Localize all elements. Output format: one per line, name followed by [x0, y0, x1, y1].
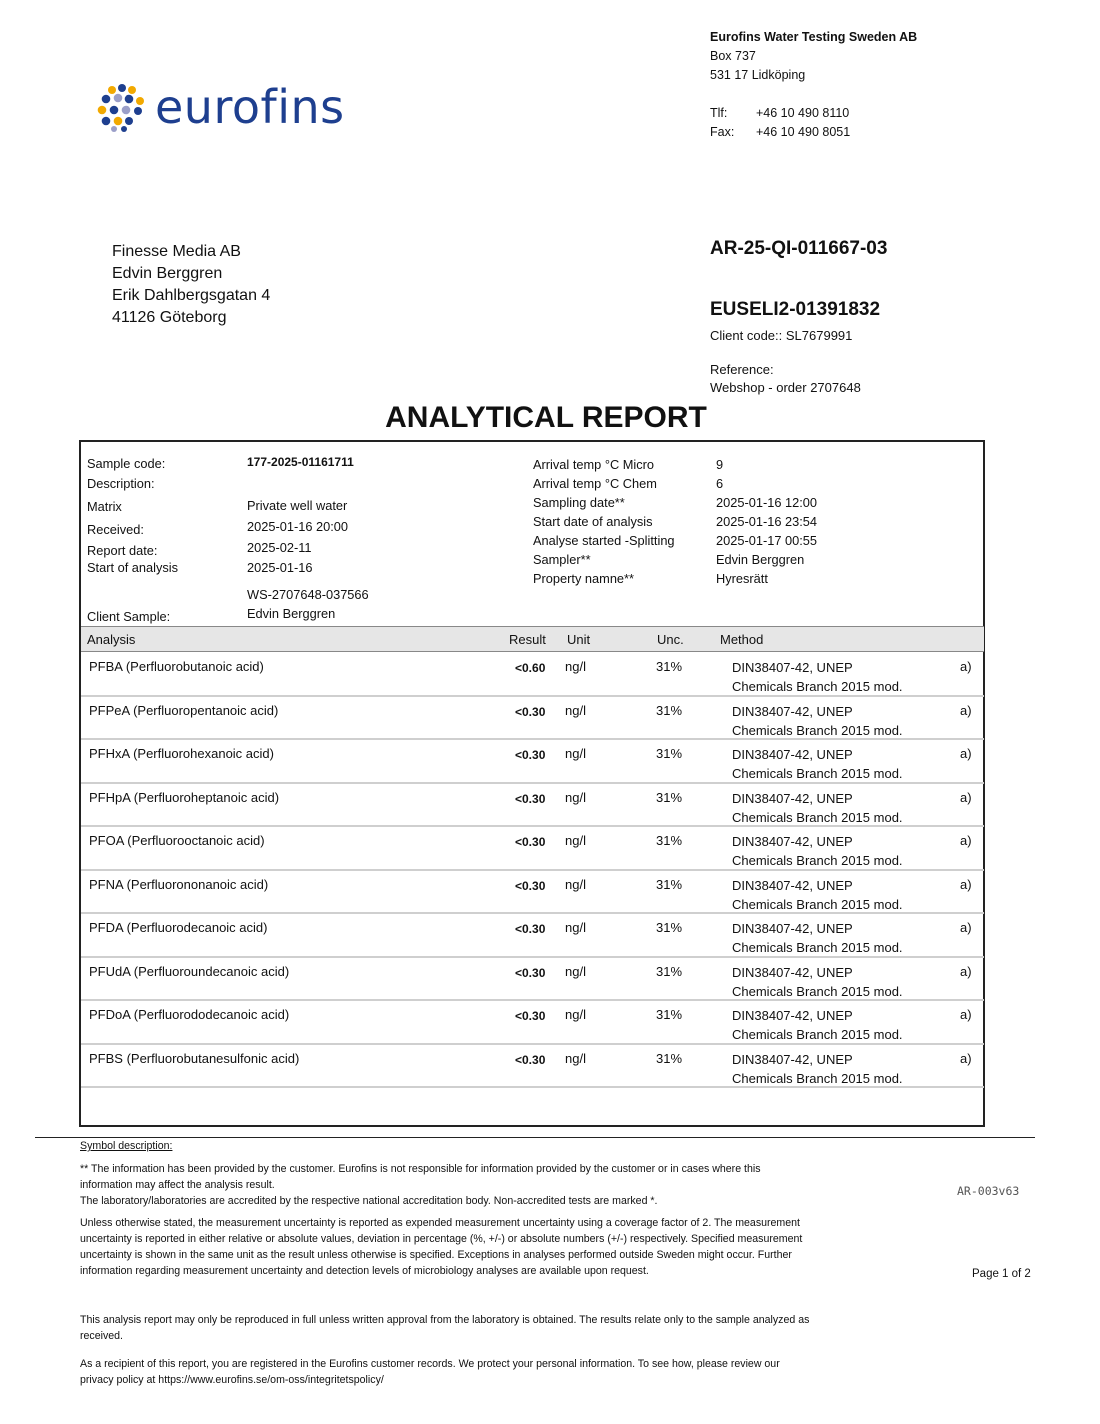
method-line2: Chemicals Branch 2015 mod. [732, 679, 903, 694]
result-value: <0.30 [515, 965, 546, 980]
start-date-value: 2025-01-16 23:54 [716, 514, 818, 529]
ws-number: WS-2707648-037566 [247, 587, 369, 602]
matrix-value: Private well water [247, 498, 348, 513]
uncertainty-value: 31% [656, 702, 683, 718]
sample-code-value: 177-2025-01161711 [247, 455, 354, 469]
client-sample-value: Edvin Berggren [247, 606, 336, 621]
uncertainty-value: 31% [656, 1007, 683, 1022]
footnote-marker: a) [960, 789, 972, 805]
method-line2: Chemicals Branch 2015 mod. [732, 1027, 903, 1042]
analysis-name: PFUdA (Perfluoroundecanoic acid) [89, 963, 290, 979]
start-value: 2025-01-16 [247, 560, 313, 575]
client-code: Client code:: SL7679991 [710, 328, 853, 343]
unit-value: ng/l [565, 789, 586, 805]
description-label: Description: [87, 476, 155, 491]
fax-number: +46 10 490 8051 [756, 125, 851, 139]
phone-label: Tlf: [710, 106, 728, 120]
method-line1: DIN38407-42, UNEP [732, 877, 853, 893]
method-line1: DIN38407-42, UNEP [732, 1008, 853, 1023]
property-value: Hyresrätt [716, 571, 768, 586]
report-date-label: Report date: [87, 543, 158, 558]
analysis-name: PFBS (Perfluorobutanesulfonic acid) [89, 1050, 300, 1066]
result-value: <0.30 [515, 1052, 546, 1067]
unit-value: ng/l [565, 833, 586, 848]
received-label: Received: [87, 522, 144, 537]
method-line2: Chemicals Branch 2015 mod. [732, 1070, 903, 1086]
results-table [81, 653, 984, 1088]
report-date-value: 2025-02-11 [247, 540, 312, 555]
footer-divider [35, 1137, 1035, 1138]
method-line1: DIN38407-42, UNEP [732, 660, 853, 675]
arrival-chem-label: Arrival temp °C Chem [533, 476, 657, 491]
analysis-name: PFHxA (Perfluorohexanoic acid) [89, 746, 274, 761]
analysis-name: PFHpA (Perfluoroheptanoic acid) [89, 789, 280, 805]
lab-address [710, 28, 917, 142]
sampling-date-label: Sampling date** [533, 495, 625, 510]
method-line1: DIN38407-42, UNEP [732, 1051, 853, 1067]
reference-value: Webshop - order 2707648 [710, 380, 861, 395]
footnote-marker: a) [960, 1050, 972, 1066]
uncertainty-value: 31% [656, 876, 683, 892]
sampler-label: Sampler** [533, 552, 591, 567]
result-value: <0.30 [515, 835, 546, 849]
table-header [81, 626, 984, 652]
reference-label: Reference: [710, 362, 774, 377]
analysis-name: PFNA (Perfluorononanoic acid) [89, 876, 269, 892]
table-row [81, 1045, 984, 1089]
unit-value: ng/l [565, 1050, 586, 1066]
table-row [81, 697, 984, 741]
footnote-marker: a) [960, 1007, 972, 1022]
splitting-value: 2025-01-17 00:55 [716, 533, 818, 548]
header-unc: Unc. [657, 632, 684, 647]
result-value: <0.30 [515, 791, 546, 806]
privacy-note: As a recipient of this report, you are registered in the Eurofins customer records. We protect your personal information. To see how, please review our privacy policy at https://www.eurofins.se/om-oss/integritetspolicy/ [80, 1358, 780, 1386]
result-value: <0.30 [515, 704, 546, 719]
table-row [81, 914, 984, 958]
unit-value: ng/l [565, 1007, 586, 1022]
sample-id: EUSELI2-01391832 [710, 299, 881, 320]
sampler-value: Edvin Berggren [716, 552, 805, 567]
header-analysis: Analysis [87, 632, 136, 647]
logo-dots-icon [98, 84, 144, 132]
analysis-name: PFPeA (Perfluoropentanoic acid) [89, 702, 279, 718]
table-row [81, 740, 984, 784]
footnote-marker: a) [960, 833, 972, 848]
uncertainty-value: 31% [656, 1050, 683, 1066]
footnote-marker: a) [960, 702, 972, 718]
analysis-name: PFOA (Perfluorooctanoic acid) [89, 833, 265, 848]
sampling-date-value: 2025-01-16 12:00 [716, 495, 818, 510]
result-value: <0.30 [515, 878, 546, 893]
header-method: Method [720, 632, 764, 647]
client-company: Finesse Media AB [112, 243, 241, 260]
splitting-label: Analyse started -Splitting [533, 533, 675, 548]
method-line2: Chemicals Branch 2015 mod. [732, 766, 903, 781]
symbol-heading: Symbol description: [80, 1140, 173, 1152]
uncertainty-value: 31% [656, 963, 683, 979]
analysis-name: PFBA (Perfluorobutanoic acid) [89, 659, 264, 674]
version-code: AR-003v63 [957, 1184, 1020, 1198]
lab-box: Box 737 [710, 49, 756, 63]
footnote-marker: a) [960, 876, 972, 892]
lab-name: Eurofins Water Testing Sweden AB [710, 30, 918, 44]
footnote-marker: a) [960, 659, 972, 674]
analysis-name: PFDA (Perfluorodecanoic acid) [89, 920, 268, 935]
table-row [81, 653, 984, 697]
sample-code-label: Sample code: [87, 456, 166, 471]
arrival-chem-value: 6 [716, 476, 724, 491]
unit-value: ng/l [565, 746, 586, 761]
result-value: <0.30 [515, 1009, 546, 1023]
phone-number: +46 10 490 8110 [756, 106, 850, 120]
method-line1: DIN38407-42, UNEP [732, 964, 853, 980]
lab-city: 531 17 Lidköping [710, 68, 806, 82]
header-result: Result [509, 632, 546, 647]
unit-value: ng/l [565, 659, 586, 674]
method-line1: DIN38407-42, UNEP [732, 834, 853, 849]
uncertainty-value: 31% [656, 789, 683, 805]
table-row [81, 958, 984, 1002]
client-address [112, 241, 270, 329]
header-unit: Unit [567, 632, 591, 647]
uncertainty-value: 31% [656, 746, 683, 761]
reproduction-note: This analysis report may only be reproduced in full unless written approval from the laboratory is obtained. The results relate only to the sample analyzed as received. [80, 1314, 810, 1342]
uncertainty-value: 31% [656, 920, 683, 935]
footnote-marker: a) [960, 920, 972, 935]
method-line2: Chemicals Branch 2015 mod. [732, 853, 903, 868]
method-line2: Chemicals Branch 2015 mod. [732, 983, 903, 999]
method-line2: Chemicals Branch 2015 mod. [732, 896, 903, 912]
unit-value: ng/l [565, 920, 586, 935]
result-value: <0.60 [515, 661, 546, 675]
result-value: <0.30 [515, 748, 546, 762]
start-label: Start of analysis [87, 560, 179, 575]
result-value: <0.30 [515, 922, 546, 936]
method-line1: DIN38407-42, UNEP [732, 703, 853, 719]
property-label: Property namne** [533, 571, 635, 586]
matrix-label: Matrix [87, 499, 122, 514]
unit-value: ng/l [565, 876, 586, 892]
method-line2: Chemicals Branch 2015 mod. [732, 809, 903, 825]
client-street: Erik Dahlbergsgatan 4 [112, 287, 271, 304]
table-row [81, 1001, 984, 1045]
page-number: Page 1 of 2 [972, 1268, 1031, 1280]
uncertainty-note: Unless otherwise stated, the measurement uncertainty is reported as expended measurement uncertainty using a coverage factor of 2. The measurement uncertainty is reported in either relative or absolute values, deviation in percentage (%, +/-) or absolute numbers (+/-) respectively. Specified measurement uncertainty is shown in the same unit as the result unless otherwise is specified. Exceptions in analyses performed outside Sweden might occur. Further information regarding measurement uncertainty and detection levels of microbiology analyses are available upon request. [80, 1217, 803, 1277]
footnote-marker: a) [960, 746, 972, 761]
report-id: AR-25-QI-011667-03 [710, 238, 888, 259]
method-line1: DIN38407-42, UNEP [732, 790, 853, 806]
logo-wordmark: eurofins [155, 80, 345, 134]
method-line1: DIN38407-42, UNEP [732, 921, 853, 936]
reference [710, 361, 861, 397]
report-title: ANALYTICAL REPORT [385, 401, 707, 434]
client-sample-label: Client Sample: [87, 609, 171, 624]
analysis-name: PFDoA (Perfluorododecanoic acid) [89, 1007, 290, 1022]
method-line2: Chemicals Branch 2015 mod. [732, 940, 903, 955]
accreditation-note: The laboratory/laboratories are accredited by the respective national accreditation body. Non-accredited tests are marked *. [80, 1195, 658, 1207]
received-value: 2025-01-16 20:00 [247, 519, 349, 534]
start-date-label: Start date of analysis [533, 514, 653, 529]
table-row [81, 827, 984, 871]
footnote-marker: a) [960, 963, 972, 979]
table-row [81, 871, 984, 915]
method-line2: Chemicals Branch 2015 mod. [732, 722, 903, 738]
uncertainty-value: 31% [656, 833, 683, 848]
uncertainty-value: 31% [656, 659, 683, 674]
unit-value: ng/l [565, 702, 586, 718]
arrival-micro-value: 9 [716, 457, 724, 472]
fax-label: Fax: [710, 125, 735, 139]
method-line1: DIN38407-42, UNEP [732, 747, 853, 762]
unit-value: ng/l [565, 963, 586, 979]
table-row [81, 784, 984, 828]
arrival-micro-label: Arrival temp °C Micro [533, 457, 655, 472]
client-person: Edvin Berggren [112, 265, 223, 282]
customer-note: ** The information has been provided by the customer. Eurofins is not responsible for information provided by the customer or in cases where this information may affect the analysis result. [80, 1163, 761, 1191]
client-city: 41126 Göteborg [112, 309, 227, 326]
